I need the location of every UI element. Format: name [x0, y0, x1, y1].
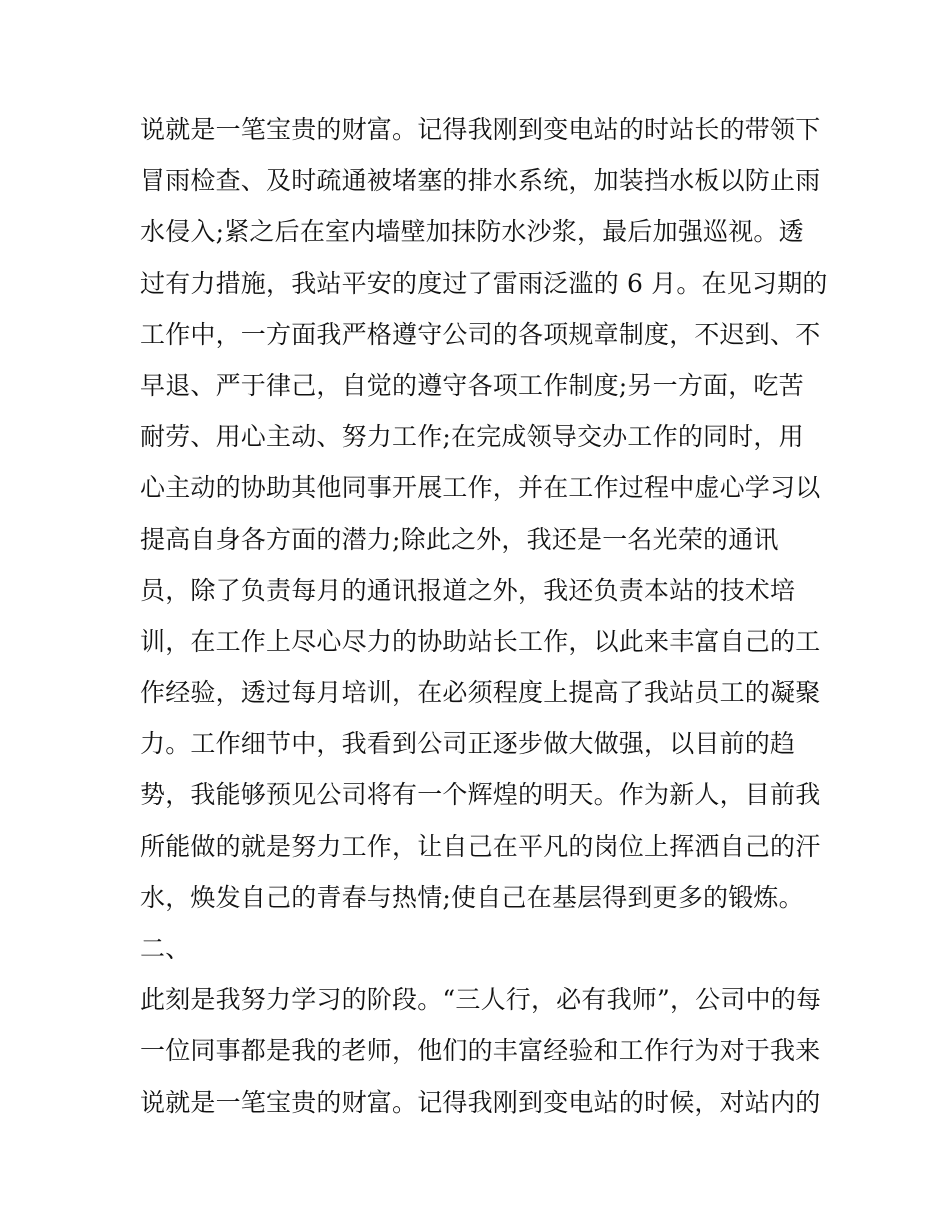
text-line: 此刻是我努力学习的阶段。“三人行，必有我师”，公司中的每: [140, 985, 822, 1015]
text-line: 说就是一笔宝贵的财富。记得我刚到变电站的时站长的带领下: [140, 115, 821, 144]
text-line: 力。工作细节中，我看到公司正逐步做大做强，以目前的趋: [140, 729, 796, 759]
text-line: 势，我能够预见公司将有一个辉煌的明天。作为新人，目前我: [140, 780, 821, 810]
text-line: 说就是一笔宝贵的财富。记得我刚到变电站的时候，对站内的: [140, 1087, 821, 1117]
text-line: 过有力措施，我站平安的度过了雷雨泛滥的 6 月。在见习期的: [140, 268, 828, 298]
text-line: 耐劳、用心主动、努力工作;在完成领导交办工作的同时，用: [140, 422, 804, 452]
text-line: 训，在工作上尽心尽力的协助站长工作，以此来丰富自己的工: [140, 626, 821, 656]
text-line: 作经验，透过每月培训，在必须程度上提高了我站员工的凝聚: [140, 678, 821, 708]
body-text: [140, 104, 828, 1128]
text-line: 提高自身各方面的潜力;除此之外，我还是一名光荣的通讯: [140, 524, 779, 554]
text-line: 所能做的就是努力工作，让自己在平凡的岗位上挥洒自己的汗: [140, 831, 821, 861]
text-line: 员，除了负责每月的通讯报道之外，我还负责本站的技术培: [140, 575, 796, 605]
text-line: 冒雨检查、及时疏通被堵塞的排水系统，加装挡水板以防止雨: [140, 166, 821, 196]
section-heading: 二、: [140, 934, 191, 963]
text-line: 早退、严于律己，自觉的遵守各项工作制度;另一方面，吃苦: [140, 370, 804, 400]
text-line: 一位同事都是我的老师，他们的丰富经验和工作行为对于我来: [140, 1036, 821, 1066]
text-line: 水，焕发自己的青春与热情;使自己在基层得到更多的锻炼。: [140, 882, 804, 912]
text-line: 心主动的协助其他同事开展工作，并在工作过程中虚心学习以: [140, 473, 821, 503]
text-line: 工作中，一方面我严格遵守公司的各项规章制度，不迟到、不: [140, 319, 821, 349]
text-line: 水侵入;紧之后在室内墙壁加抹防水沙浆，最后加强巡视。透: [140, 217, 804, 247]
